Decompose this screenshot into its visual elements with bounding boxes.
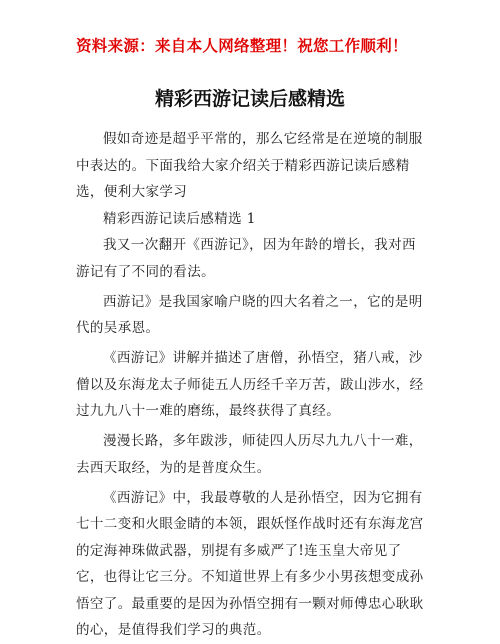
paragraph-intro: 假如奇迹是超乎平常的，那么它经常是在逆境的制服中表达的。下面我给大家介绍关于精彩西游记读后感精选，便利大家学习 <box>76 131 423 200</box>
paragraph: 我又一次翻开《西游记》，因为年龄的增长，我对西游记有了不同的看法。 <box>76 237 416 280</box>
source-notice: 资料来源：来自本人网络整理！祝您工作顺利！ <box>76 36 408 55</box>
document-title: 精彩西游记读后感精选 <box>154 88 345 110</box>
paragraph: 西游记》是我国家喻户晓的四大名着之一，它的是明代的吴承恩。 <box>76 293 423 336</box>
section-heading: 精彩西游记读后感精选 1 <box>103 210 256 227</box>
paragraph: 漫漫长路，多年跋涉，师徒四人历尽九九八十一难，去西天取经，为的是普度众生。 <box>76 433 423 476</box>
paragraph: 《西游记》讲解并描述了唐僧，孙悟空，猪八戒，沙僧以及东海龙太子师徒五人历经千辛万苦，跋山涉水，经过九九八十一难的磨练，最终获得了真经。 <box>76 350 424 419</box>
paragraph: 《西游记》中，我最尊敬的人是孙悟空，因为它拥有七十二变和火眼金睛的本领，跟妖怪作战时还有东海龙宫的定海神珠做武器，别提有多威严了!连玉皇大帝见了它，也得让它三分。不知道世界上有多少小男孩想变成孙悟空了。最重要的是因为孙悟空拥有一颗对师傅忠心耿耿的心，是值得我们学习的典范。 <box>76 489 424 638</box>
